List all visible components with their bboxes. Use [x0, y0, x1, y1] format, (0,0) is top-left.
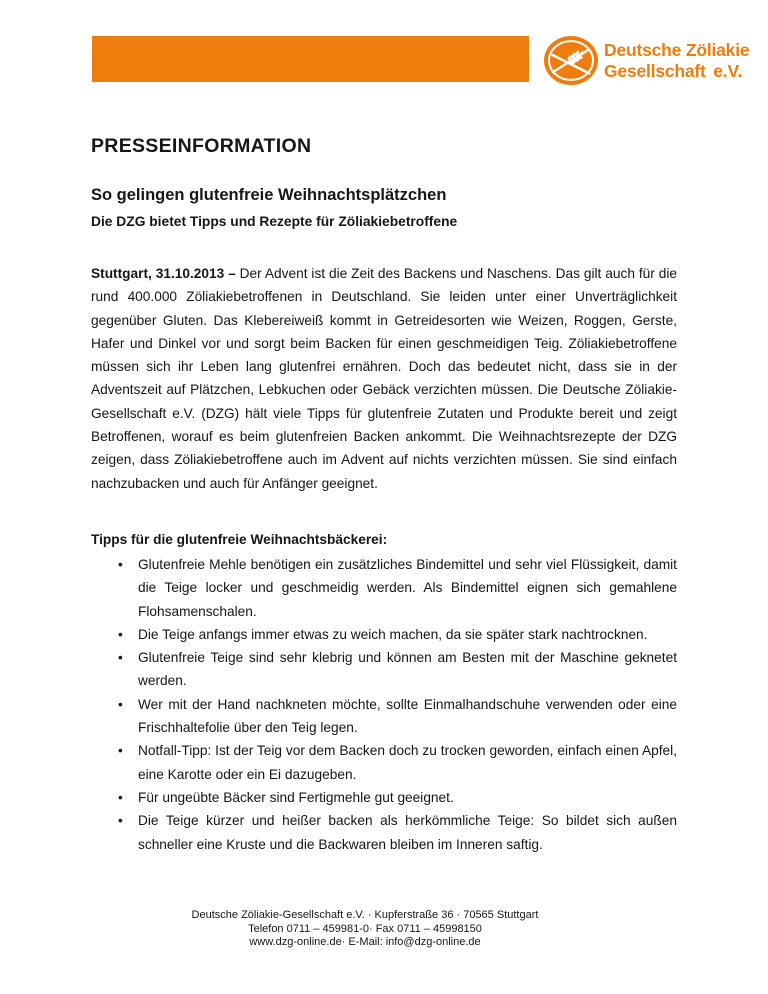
footer-phone-fax: Telefon 0711 – 459981-0· Fax 0711 – 45998150 [248, 922, 482, 935]
document-headline: So gelingen glutenfreie Weihnachtsplätzchen [91, 186, 447, 204]
logo-wordmark [604, 40, 750, 82]
footer-address: Deutsche Zöliakie-Gesellschaft e.V. · Kupferstraße 36 · 70565 Stuttgart [191, 909, 539, 921]
dateline: Stuttgart, 31.10.2013 – [91, 266, 236, 281]
tip-item: • Glutenfreie Teige sind sehr klebrig und können am Besten mit der Maschine geknetet werden. [91, 646, 677, 693]
tip-item: • Glutenfreie Mehle benötigen ein zusätzliches Bindemittel und sehr viel Flüssigkeit, damit die Teige locker und geschmeidig werden. Als Bindemittel eignen sich gemahlene Flohsamenschalen. [91, 553, 677, 623]
tip-item: • Die Teige kürzer und heißer backen als herkömmliche Teige: So bildet sich außen schneller eine Kruste und die Backwaren bleiben im Inneren saftig. [91, 809, 677, 856]
logo-wordmark-line2 [604, 61, 742, 82]
lead-paragraph [91, 262, 677, 495]
header [92, 36, 768, 90]
logo-wordmark-ev: e.V. [713, 61, 742, 81]
footer-web-email: www.dzg-online.de· E-Mail: info@dzg-online.de [249, 936, 481, 948]
footer [91, 909, 639, 950]
tip-item: • Notfall-Tipp: Ist der Teig vor dem Backen doch zu trocken geworden, einfach einen Apfel, eine Karotte oder ein Ei dazugeben. [91, 739, 677, 786]
document-kicker: PRESSEINFORMATION [91, 135, 312, 157]
logo-wordmark-line1: Deutsche Zöliakie [604, 40, 750, 60]
tips-heading: Tipps für die glutenfreie Weihnachtsbäckerei: [91, 532, 388, 547]
tip-item: • Für ungeübte Bäcker sind Fertigmehle gut geeignet. [91, 786, 677, 809]
tips-list [91, 553, 677, 856]
tip-item: • Wer mit der Hand nachkneten möchte, sollte Einmalhandschuhe verwenden oder eine Frischhaltefolie über den Teig legen. [91, 693, 677, 740]
document-subheadline: Die DZG bietet Tipps und Rezepte für Zöliakiebetroffene [91, 214, 458, 229]
header-accent-bar [92, 36, 529, 82]
logo-wordmark-gesellschaft: Gesellschaft [604, 61, 706, 81]
crossed-grain-icon [544, 36, 598, 85]
tip-item: • Die Teige anfangs immer etwas zu weich machen, da sie später stark nachtrocknen. [91, 623, 677, 646]
dzg-logo [544, 36, 750, 85]
lead-text: Der Advent ist die Zeit des Backens und Naschens. Das gilt auch für die rund 400.000 Zöliakiebetroffenen in Deutschland. Sie leiden unter einer Unverträglichkeit gegenüber Gluten. Das Klebereiweiß kommt in Getreidesorten wie Weizen, Roggen, Gerste, Hafer und Dinkel vor und sorgt beim Backen für einen geschmeidigen Teig. Zöliakiebetroffene müssen sich ihr Leben lang glutenfrei ernähren. Doch das bedeutet nicht, dass sie in der Adventszeit auf Plätzchen, Lebkuchen oder Gebäck verzichten müssen. Die Deutsche Zöliakie-Gesellschaft e.V. (DZG) hält viele Tipps für glutenfreie Zutaten und Produkte bereit und zeigt Betroffenen, worauf es beim glutenfreien Backen ankommt. Die Weihnachtsrezepte der DZG zeigen, dass Zöliakiebetroffene auch im Advent auf nichts verzichten müssen. Sie sind einfach nachzubacken und auch für Anfänger geeignet. [91, 266, 677, 491]
